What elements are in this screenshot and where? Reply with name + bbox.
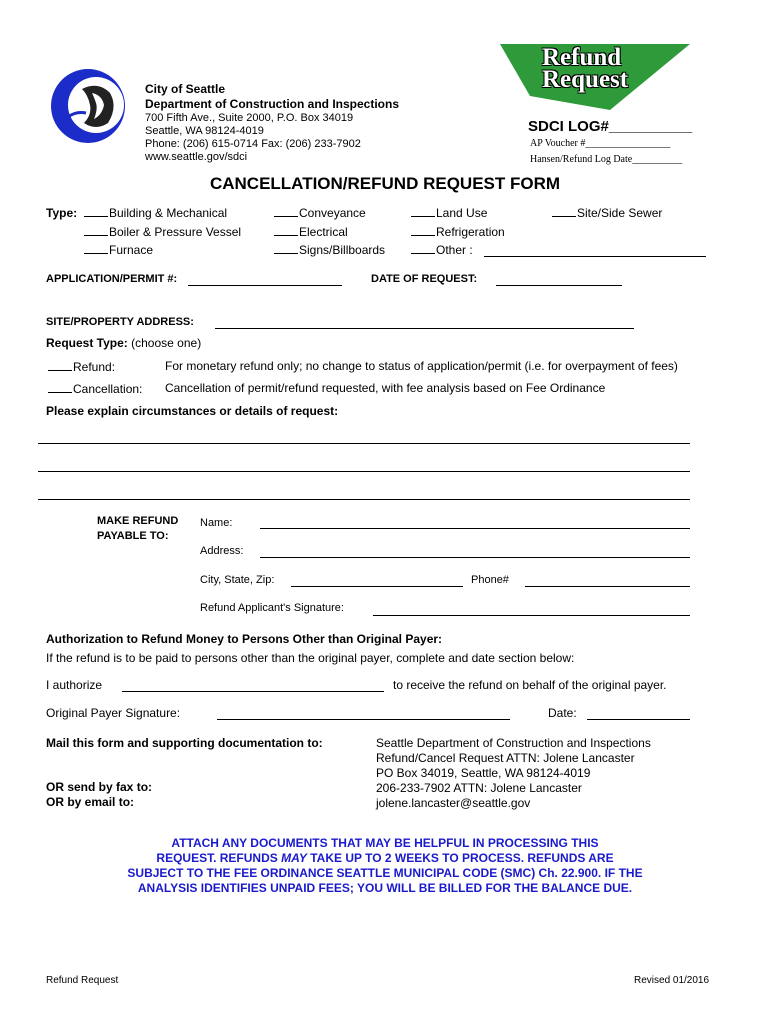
- type-option-label: Refrigeration: [436, 225, 505, 239]
- checkbox-blank[interactable]: [48, 381, 72, 393]
- checkbox-blank[interactable]: [84, 205, 108, 217]
- notice-line-2c: TAKE UP TO 2 WEEKS TO PROCESS. REFUNDS ARE: [306, 851, 614, 865]
- address-line-1: 700 Fifth Ave., Suite 2000, P.O. Box 34019: [145, 112, 354, 124]
- site-address-input[interactable]: [215, 328, 634, 329]
- payee-signature-label: Refund Applicant's Signature:: [200, 602, 344, 614]
- original-payer-signature-input[interactable]: [217, 719, 510, 720]
- type-option-label: Boiler & Pressure Vessel: [109, 225, 242, 239]
- type-option-site-sewer[interactable]: [552, 205, 662, 220]
- type-option-signs[interactable]: [274, 242, 385, 257]
- ap-voucher: AP Voucher #_________________: [530, 138, 671, 149]
- date-of-request-label: DATE OF REQUEST:: [371, 273, 478, 285]
- type-option-label: Land Use: [436, 206, 488, 220]
- request-refund-description: For monetary refund only; no change to status of application/permit (i.e. for overpayment of fees): [165, 359, 678, 373]
- footer-right: Revised 01/2016: [634, 975, 710, 986]
- payee-name-label: Name:: [200, 517, 233, 529]
- request-refund-label: Refund:: [73, 360, 116, 374]
- explain-line-3[interactable]: [38, 499, 690, 500]
- site-address-label: SITE/PROPERTY ADDRESS:: [46, 316, 194, 328]
- website: www.seattle.gov/sdci: [145, 151, 248, 163]
- request-type-heading: [46, 336, 201, 350]
- footer-left: Refund Request: [46, 975, 119, 986]
- request-cancel-label: Cancellation:: [73, 382, 143, 396]
- type-option-label: Conveyance: [299, 206, 366, 220]
- hansen-log-date: Hansen/Refund Log Date__________: [530, 154, 683, 165]
- request-cancel-description: Cancellation of permit/refund requested, with fee analysis based on Fee Ordinance: [165, 381, 606, 395]
- checkbox-blank[interactable]: [411, 224, 435, 236]
- fax-label: OR send by fax to:: [46, 780, 153, 794]
- payee-signature-input[interactable]: [373, 615, 690, 616]
- explain-label: Please explain circumstances or details of request:: [46, 404, 339, 418]
- fax-number: 206-233-7902 ATTN: Jolene Lancaster: [376, 781, 582, 795]
- payable-label-2: PAYABLE TO:: [97, 530, 169, 542]
- type-label: Type:: [46, 206, 78, 220]
- checkbox-blank[interactable]: [411, 242, 435, 254]
- checkbox-blank[interactable]: [84, 242, 108, 254]
- authorization-date-label: Date:: [548, 706, 577, 720]
- sdci-log: SDCI LOG#__________: [528, 118, 693, 135]
- type-option-furnace[interactable]: [84, 242, 153, 257]
- payee-name-input[interactable]: [260, 528, 690, 529]
- mail-address-1: Seattle Department of Construction and Inspections: [376, 736, 651, 750]
- checkbox-blank[interactable]: [274, 205, 298, 217]
- payee-address-input[interactable]: [260, 557, 690, 558]
- payable-label-1: MAKE REFUND: [97, 515, 179, 527]
- original-payer-signature-label: Original Payer Signature:: [46, 706, 181, 720]
- explain-line-2[interactable]: [38, 471, 690, 472]
- seattle-logo-icon: [46, 67, 130, 145]
- notice-line-1: ATTACH ANY DOCUMENTS THAT MAY BE HELPFUL IN PROCESSING THIS: [171, 836, 599, 850]
- refund-request-badge: [500, 42, 692, 112]
- email-label: OR by email to:: [46, 795, 135, 809]
- checkbox-blank[interactable]: [552, 205, 576, 217]
- payee-city-input[interactable]: [291, 586, 463, 587]
- email-address[interactable]: jolene.lancaster@seattle.gov: [376, 796, 531, 810]
- payee-address-label: Address:: [200, 545, 244, 557]
- type-option-label: Other :: [436, 243, 473, 257]
- mail-address-2: Refund/Cancel Request ATTN: Jolene Lancaster: [376, 751, 635, 765]
- to-receive-text: to receive the refund on behalf of the original payer.: [393, 678, 667, 692]
- notice-line-3: SUBJECT TO THE FEE ORDINANCE SEATTLE MUNICIPAL CODE (SMC) Ch. 22.900. IF THE: [127, 866, 643, 880]
- type-option-refrigeration[interactable]: [411, 224, 505, 239]
- badge-line-1: Refund: [542, 44, 622, 71]
- notice-line-4: ANALYSIS IDENTIFIES UNPAID FEES; YOU WILL BE BILLED FOR THE BALANCE DUE.: [137, 881, 633, 895]
- authorization-description: If the refund is to be paid to persons other than the original payer, complete and date section below:: [46, 651, 575, 665]
- request-cancel-option[interactable]: [48, 381, 142, 396]
- mail-address-3: PO Box 34019, Seattle, WA 98124-4019: [376, 766, 591, 780]
- type-option-label: Signs/Billboards: [299, 243, 386, 257]
- checkbox-blank[interactable]: [411, 205, 435, 217]
- type-option-label: Building & Mechanical: [109, 206, 228, 220]
- application-permit-input[interactable]: [188, 285, 342, 286]
- type-option-building[interactable]: [84, 205, 227, 220]
- type-option-conveyance[interactable]: [274, 205, 366, 220]
- form-title: CANCELLATION/REFUND REQUEST FORM: [209, 174, 561, 193]
- other-input-line[interactable]: [484, 256, 706, 257]
- type-option-label: Furnace: [109, 243, 154, 257]
- type-option-land-use[interactable]: [411, 205, 487, 220]
- application-permit-label: APPLICATION/PERMIT #:: [46, 273, 178, 285]
- explain-line-1[interactable]: [38, 443, 690, 444]
- request-type-label: Request Type:: [46, 336, 128, 350]
- request-refund-option[interactable]: [48, 359, 115, 374]
- type-option-label: Electrical: [299, 225, 348, 239]
- date-of-request-input[interactable]: [496, 285, 622, 286]
- type-option-label: Site/Side Sewer: [577, 206, 663, 220]
- checkbox-blank[interactable]: [274, 242, 298, 254]
- type-option-boiler[interactable]: [84, 224, 241, 239]
- checkbox-blank[interactable]: [48, 359, 72, 371]
- city-name: City of Seattle: [145, 82, 226, 96]
- mail-label: Mail this form and supporting documentation to:: [46, 736, 323, 750]
- i-authorize-label: I authorize: [46, 678, 103, 692]
- address-line-2: Seattle, WA 98124-4019: [145, 125, 264, 137]
- request-type-hint: (choose one): [131, 336, 202, 350]
- notice-line-2: [40, 851, 730, 866]
- payee-phone-input[interactable]: [525, 586, 690, 587]
- notice-line-2a: REQUEST. REFUNDS: [156, 851, 282, 865]
- type-option-other[interactable]: [411, 242, 473, 257]
- notice-line-2b: MAY: [281, 851, 307, 865]
- payee-phone-label: Phone#: [471, 574, 509, 586]
- payee-city-label: City, State, Zip:: [200, 574, 275, 586]
- type-option-electrical[interactable]: [274, 224, 348, 239]
- badge-line-2: Request: [542, 66, 629, 93]
- phone-fax: Phone: (206) 615-0714 Fax: (206) 233-7902: [145, 138, 361, 150]
- authorization-date-input[interactable]: [587, 719, 690, 720]
- department-name: Department of Construction and Inspections: [145, 97, 400, 111]
- authorization-title: Authorization to Refund Money to Persons Other than Original Payer:: [46, 632, 443, 646]
- authorized-person-input[interactable]: [122, 691, 384, 692]
- checkbox-blank[interactable]: [274, 224, 298, 236]
- checkbox-blank[interactable]: [84, 224, 108, 236]
